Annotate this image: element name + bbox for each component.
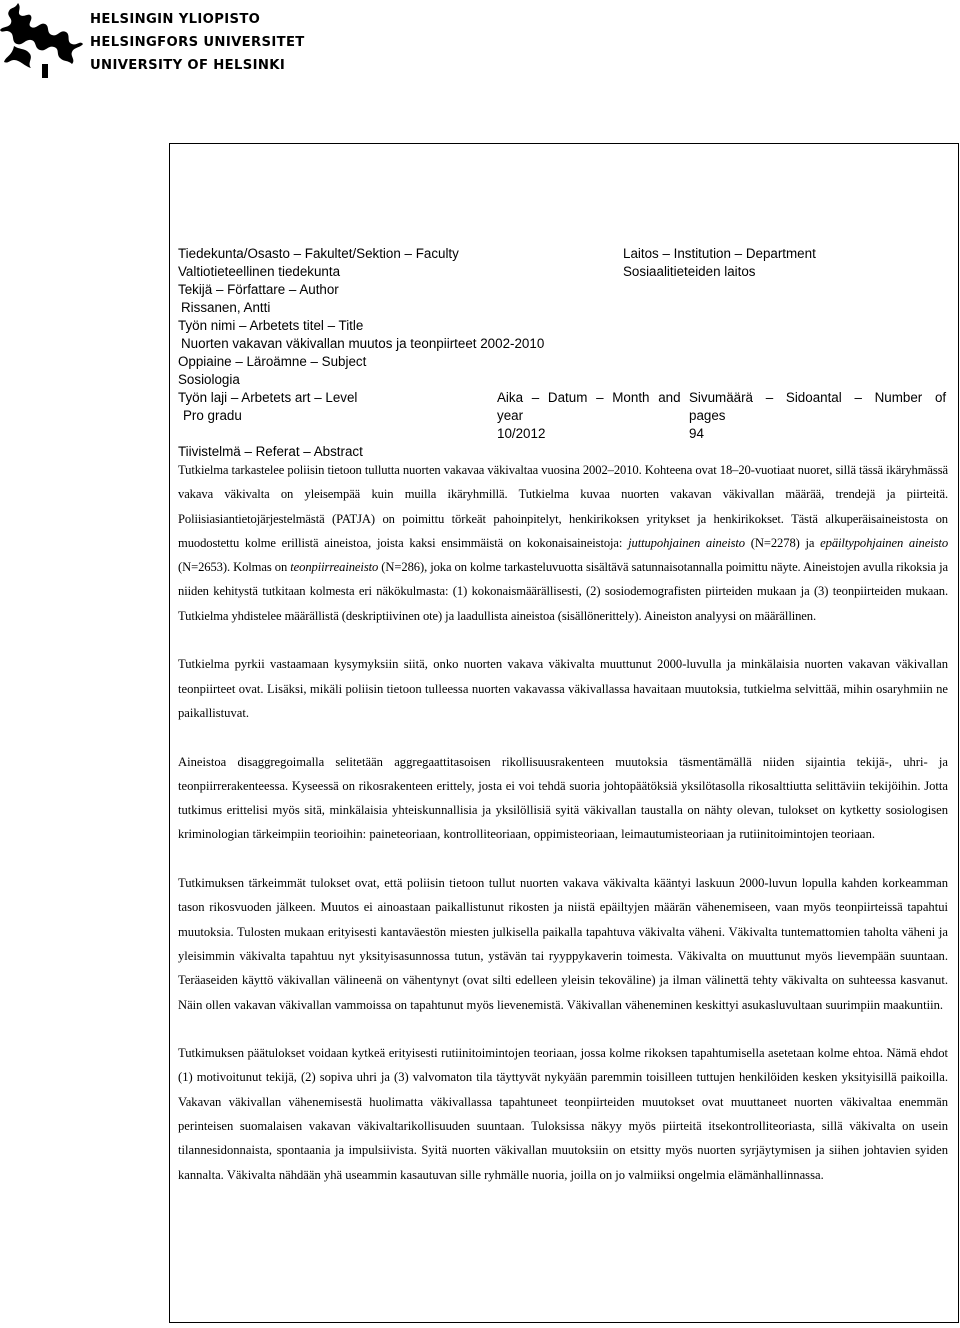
pages-label-line2: pages: [689, 408, 726, 423]
title-value: Nuorten vakavan väkivallan muutos ja teonpiirteet 2002-2010: [181, 336, 545, 351]
abstract-p1-italic-2: epäiltypohjainen aineisto: [820, 535, 949, 550]
author-value: Rissanen, Antti: [181, 300, 271, 315]
faculty-value: Valtiotieteellinen tiedekunta: [178, 264, 341, 279]
abstract-p1-text-2: (N=2278) ja: [745, 535, 821, 550]
department-value: Sosiaalitieteiden laitos: [623, 264, 756, 279]
subject-value: Sosiologia: [178, 372, 240, 387]
author-label: Tekijä – Författare – Author: [178, 282, 339, 297]
date-label-text: Aika – Datum – Month and: [497, 390, 681, 405]
flame-emblem-icon: [0, 0, 84, 80]
logo-line-swedish: HELSINGFORS UNIVERSITET: [90, 35, 305, 50]
date-label-line2: year: [497, 408, 524, 423]
pages-value: 94: [689, 426, 704, 441]
university-logo: [0, 0, 305, 80]
subject-label: Oppiaine – Läroämne – Subject: [178, 354, 367, 369]
logo-line-english: UNIVERSITY OF HELSINKI: [90, 58, 286, 73]
abstract-p1-text-1: Tutkielma tarkastelee poliisin tietoon tullutta nuorten vakavaa väkivaltaa vuosina 2002–2010. Kohteena ovat 18–20-vuotiaat nuoret, sillä tässä ikäryhmässä vakava väkivalta on yleisempää kuin muilla ikäryhmillä. Tutkielma kuvaa nuorten vakavan väkivallan määrää, trendejä ja piirteitä. Poliisiasiantietojärjestelmästä (PATJA) on poimittu törkeät pahoinpitelyt, henkirikoksen yritykset ja henkirikokset. Tästä alkuperäisaineistosta on muodostettu kolme erillistä aineistoa, joista kaksi ensimmäistä on kokonaisaineistoja:: [178, 463, 948, 550]
level-value: Pro gradu: [183, 408, 242, 423]
level-label: Työn laji – Arbetets art – Level: [178, 390, 358, 405]
pages-label-line1: Sivumäärä – Sidoantal – Number of: [689, 390, 947, 405]
faculty-label: Tiedekunta/Osasto – Fakultet/Sektion – Faculty: [178, 246, 459, 261]
abstract-p1-text-3: (N=2653). Kolmas on: [178, 560, 291, 575]
abstract-paragraph-1: [178, 458, 948, 628]
abstract-label: Tiivistelmä – Referat – Abstract: [178, 444, 363, 459]
abstract-p1-text-4: (N=286), joka on kolme tarkasteluvuotta sisältävä satunnaisotannalla poimittu näyte. Aineistojen avulla rikoksia ja niiden kehitystä tutkitaan kolmesta eri näkökulmasta: (1) kokonaismäärällisesti, (2) sosiodemografisten piirteiden mukaan ja (3) teonpiirteiden mukaan. Tutkielma yhdistelee määrällistä (deskriptiivinen ote) ja laadullista aineistoa (sisällönerittely). Aineiston analyysi on määrällinen.: [178, 560, 949, 623]
date-label-line1: [497, 389, 681, 407]
abstract-paragraph-4: Tutkimuksen tärkeimmät tulokset ovat, että poliisin tietoon tullut nuorten vakava väkivalta kääntyi laskuun 2000-luvun lopulla kahden korkeamman tason rikosvuoden jälkeen. Muutos ei ainoastaan paikallistunut rikosten ja niistä epäiltyjen määrän vähenemiseen, vaan myös teonpiirteissä tapahtui muutoksia. Tulosten mukaan erityisesti kantaväestön miesten julkisella paikalla tapahtuva väkivalta väheni. Väkivalta tuntemattomien taholta väheni ja yleisimmin väkivalta tapahtuu nyt yksityisasunnossa tutun, ystävän tai ryyppykaverin toimesta. Väkivalta on muuttunut myös lievempään suuntaan. Teräaseiden käyttö väkivallan välineenä on vähentynyt (ovat silti edelleen yleisin tekoväline) ja ilman välinettä tehty väkivalta on suhteessa kasvanut. Näin ollen vakavan väkivallan vammoissa on tapahtunut myös lievenemistä. Väkivallan väheneminen keskittyi asukasluvultaan suurimpiin maakuntiin.: [178, 876, 948, 1012]
abstract-paragraph-2: Tutkielma pyrkii vastaamaan kysymyksiin siitä, onko nuorten vakava väkivalta muuttunut 2000-luvulla ja minkälaisia nuorten vakavan väkivallan teonpiirteet ovat. Lisäksi, mikäli poliisin tietoon tulleessa nuorten vakavassa väkivallassa havaitaan muutoksia, tutkielma selvittää, mihin osaryhmiin ne paikallistuvat.: [178, 657, 948, 720]
date-value: 10/2012: [497, 426, 546, 441]
abstract-paragraph-3: Aineistoa disaggregoimalla selitetään aggregaattitasoisen rikollisuusrakenteen muutoksia täsmentämällä niiden sijaintia tekijä-, uhri- ja teonpiirrerakenteessa. Kyseessä on rikosrakenteen erittely, josta ei voi tehdä suoria johtopäätöksiä yksilötasolla rikosalttiutta selittäviin tekijöihin. Jotta tutkimus erittelisi myös sitä, minkälaisia yhteiskunnallisia ja yksilöllisiä syitä väkivallan taustalla on nähty olevan, tulokset on kytketty sosiologisen kriminologian tärkeimpiin teorioihin: paineteoriaan, kontrolliteoriaan, oppimisteoriaan, leimautumisteoriaan ja rutiinitoimintojen teoriaan.: [178, 754, 948, 842]
abstract-p1-italic-3: teonpiirreaineisto: [290, 560, 379, 575]
title-label: Työn nimi – Arbetets titel – Title: [178, 318, 364, 333]
department-label: Laitos – Institution – Department: [623, 246, 816, 261]
logo-line-finnish: HELSINGIN YLIOPISTO: [90, 12, 261, 27]
abstract-paragraph-5: Tutkimuksen päätulokset voidaan kytkeä erityisesti rutiinitoimintojen teoriaan, jossa kolme rikoksen tapahtumisella asetetaan kolme ehtoa. Nämä ehdot (1) motivoitunut tekijä, (2) sopiva uhri ja (3) valvomaton tila täyttyvät nykyään paremmin toisilleen tuttujen henkilöiden kesken yksityisillä paikoilla. Vakavan väkivallan vähenemisestä huolimatta väkivallassa tapahtuneet teonpiirteiden muutokset ovat muuttaneet nuorten väkivaltaa enemmän perinteisen suomalaisen vakavan väkivaltarikollisuuden suuntaan. Tuloksissa näkyy myös piirteitä itsekontrolliteoriasta, sillä väkivalta on usein tilannesidonnaista, spontaania ja impulsiivista. Syitä nuorten väkivallan muutoksiin on etsitty myös nuorten syrjäytymisen ja siihen johtavien syiden kannalta. Väkivalta nähdään yhä useammin kasautuvan sille ryhmälle nuoria, joilla on jo valmiiksi ongelmia elämänhallinnassa.: [178, 1046, 948, 1182]
abstract-body: [178, 458, 948, 1187]
abstract-p1-italic-1: juttupohjainen aineisto: [628, 535, 745, 550]
